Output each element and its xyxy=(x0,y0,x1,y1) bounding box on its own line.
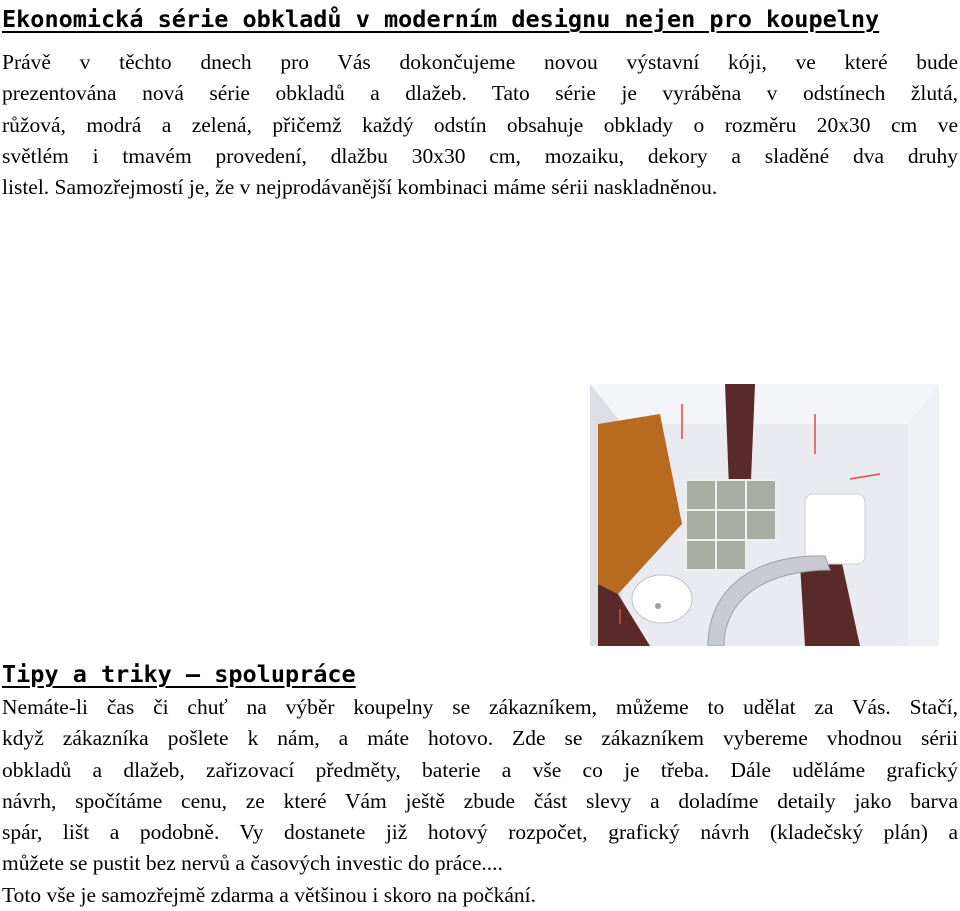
paragraph-line: když zákazníka pošlete k nám, a máte hotovo. Zde se zákazníkem vybereme vhodnou sérii xyxy=(2,726,958,751)
paragraph-line: Nemáte-li čas či chuť na výběr koupelny se zákazníkem, můžeme to udělat za Vás. Stačí, xyxy=(2,695,958,719)
paragraph-line: návrh, spočítáme cenu, ze které Vám ještě zbude část slevy a doladíme detaily jako barva xyxy=(2,788,958,813)
tips-paragraph xyxy=(2,692,958,911)
paragraph-line: obkladů a dlažeb, zařizovací předměty, baterie a vše co je třeba. Dále uděláme grafický xyxy=(2,757,958,782)
paragraph-line: Právě v těchto dnech pro Vás dokončujeme novou výstavní kóji, ve které bude xyxy=(2,50,958,74)
paragraph-line: listel. Samozřejmostí je, že v nejprodávanější kombinaci máme sérii naskladněnou. xyxy=(2,175,718,200)
paragraph-line: spár, lišt a podobně. Vy dostanete již hotový rozpočet, grafický návrh (kladečský plán) a xyxy=(2,820,958,845)
page-title: Ekonomická série obkladů v moderním designu nejen pro koupelny xyxy=(2,5,880,33)
paragraph-line: prezentována nová série obkladů a dlažeb. Tato série je vyráběna v odstínech žlutá, xyxy=(2,81,958,106)
paragraph-line: růžová, modrá a zelená, přičemž každý odstín obsahuje obklady o rozměru 20x30 cm ve xyxy=(2,112,958,137)
paragraph-line: můžete se pustit bez nervů a časových investic do práce.... xyxy=(2,851,503,876)
paragraph-line: Toto vše je samozřejmě zdarma a většinou i skoro na počkání. xyxy=(2,882,537,907)
bathroom-floor-plan-illustration xyxy=(590,384,939,646)
intro-paragraph xyxy=(2,47,958,203)
section-heading: Tipy a triky – spolupráce xyxy=(2,660,356,688)
paragraph-line: světlém i tmavém provedení, dlažbu 30x30 cm, mozaiku, dekory a sladěné dva druhy xyxy=(2,143,958,168)
